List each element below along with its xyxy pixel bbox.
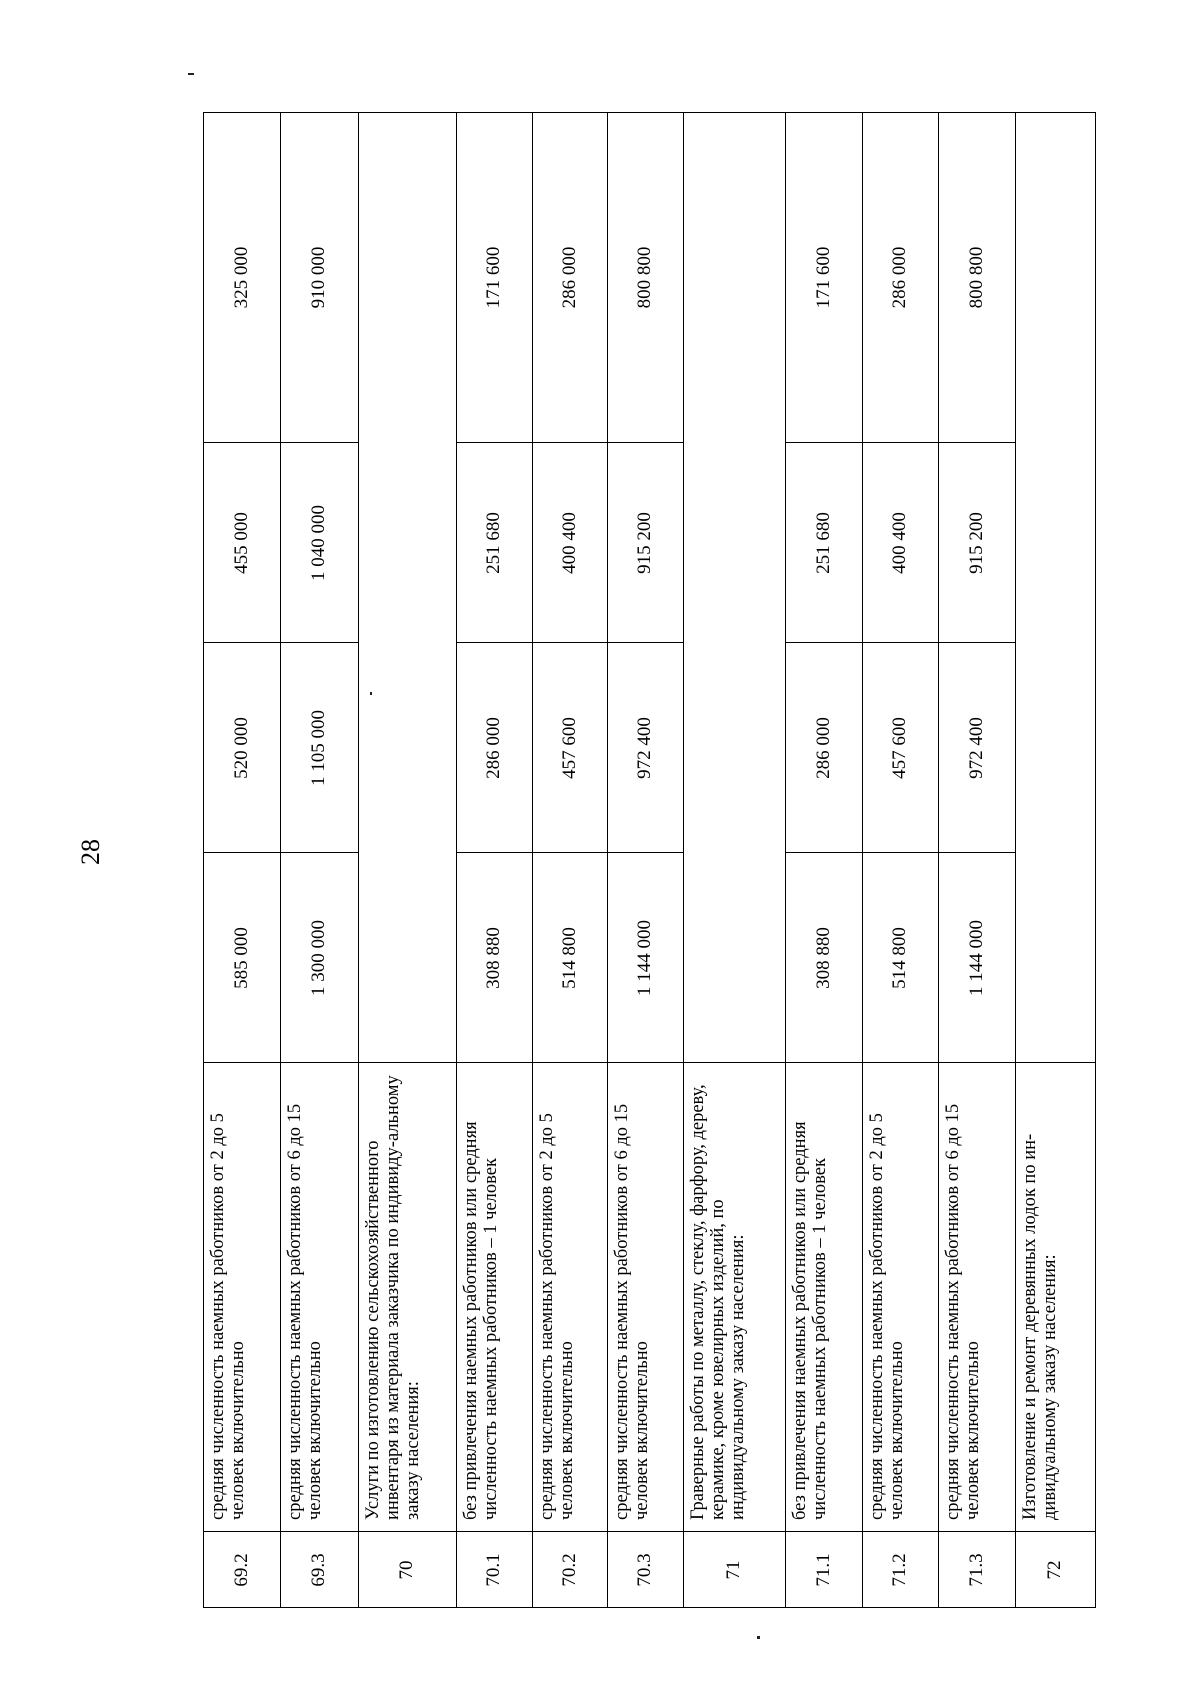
rate-value-4: 325 000 — [230, 246, 252, 309]
rate-value-1 — [683, 853, 785, 1063]
rate-value-2: 1 105 000 — [308, 710, 330, 786]
row-description: средняя численность наемных работников от 6 до 15 человек включительно — [285, 1103, 325, 1520]
column-divider — [456, 642, 532, 643]
column-divider — [862, 642, 938, 643]
table-row — [938, 112, 1016, 1608]
rate-value-2: 457 600 — [889, 717, 911, 779]
row-description: средняя численность наемных работников от 2 до 5 человек включительно — [208, 1113, 248, 1520]
rate-value-4: 800 800 — [634, 246, 656, 309]
column-divider — [532, 442, 607, 443]
row-description: без привлечения наемных работников или средняя численность наемных работников – 1 человек — [790, 1121, 830, 1520]
column-divider — [280, 852, 358, 853]
table-row — [358, 112, 457, 1608]
rate-value-2: 972 400 — [634, 717, 656, 779]
rate-value-1: 1 144 000 — [965, 920, 987, 996]
rate-value-4: 171 600 — [812, 246, 834, 309]
rate-value-1: 514 800 — [558, 927, 580, 989]
column-divider — [785, 852, 862, 853]
column-divider — [456, 852, 532, 853]
rate-value-3 — [683, 443, 785, 643]
table-row — [1015, 112, 1095, 1608]
rate-value-3: 915 200 — [965, 512, 987, 574]
rate-value-3 — [358, 443, 456, 643]
column-divider — [607, 442, 683, 443]
rate-value-3: 400 400 — [558, 512, 580, 574]
column-divider — [203, 642, 280, 643]
row-description: Изготовление и ремонт деревянных лодок по ин-дивидуальному заказу населения: — [1020, 1133, 1060, 1520]
column-divider — [607, 852, 683, 853]
row-code: 71.2 — [889, 1553, 911, 1587]
table-row — [532, 112, 608, 1608]
row-code: 71.3 — [965, 1553, 987, 1587]
rate-value-2: 972 400 — [965, 717, 987, 779]
row-code: 70.3 — [634, 1553, 656, 1587]
table-row — [785, 112, 863, 1608]
table-row — [683, 112, 786, 1608]
column-divider — [938, 442, 1015, 443]
rate-value-2 — [358, 643, 456, 853]
rate-value-4: 171 600 — [483, 246, 505, 309]
rate-value-3: 1 040 000 — [308, 505, 330, 581]
table-row — [456, 112, 533, 1608]
table-row — [203, 112, 281, 1608]
rate-value-4: 286 000 — [889, 246, 911, 309]
rate-value-4 — [1015, 112, 1095, 443]
row-description: без привлечения наемных работников или средняя численность наемных работников – 1 человек — [461, 1121, 501, 1520]
rate-value-1: 585 000 — [230, 927, 252, 989]
row-code: 69.3 — [308, 1553, 330, 1587]
rate-value-1: 1 300 000 — [308, 920, 330, 996]
row-code: 70 — [396, 1560, 418, 1580]
rate-value-1: 308 880 — [483, 927, 505, 989]
column-divider — [785, 442, 862, 443]
row-description: Услуги по изготовлению сельскохозяйственного инвентаря из материала заказчика по индивиду-альному заказу населения: — [363, 1075, 423, 1520]
rate-value-2: 286 000 — [812, 717, 834, 779]
rate-value-2: 286 000 — [483, 717, 505, 779]
rate-value-4 — [358, 112, 456, 443]
column-divider — [938, 642, 1015, 643]
rate-value-1 — [358, 853, 456, 1063]
row-description: средняя численность наемных работников от 2 до 5 человек включительно — [537, 1113, 577, 1520]
rate-value-2: 520 000 — [230, 717, 252, 779]
rate-value-4: 800 800 — [965, 246, 987, 309]
row-code: 72 — [1044, 1560, 1066, 1580]
rate-value-2 — [683, 643, 785, 853]
page-number: 28 — [76, 839, 105, 865]
scan-speck — [188, 73, 194, 75]
rate-value-3: 251 680 — [812, 512, 834, 574]
rate-value-3: 400 400 — [889, 512, 911, 574]
column-divider — [280, 642, 358, 643]
row-description: средняя численность наемных работников от 6 до 15 человек включительно — [943, 1103, 983, 1520]
rate-value-1: 1 144 000 — [634, 920, 656, 996]
rate-value-4: 910 000 — [308, 246, 330, 309]
column-divider — [280, 442, 358, 443]
row-code: 69.2 — [230, 1553, 252, 1587]
column-divider — [532, 852, 607, 853]
rate-value-3: 455 000 — [230, 512, 252, 574]
row-code: 71 — [723, 1560, 745, 1580]
rate-value-1 — [1015, 853, 1095, 1063]
column-divider — [607, 642, 683, 643]
rate-value-3: 915 200 — [634, 512, 656, 574]
row-description: средняя численность наемных работников от 6 до 15 человек включительно — [612, 1103, 652, 1520]
rate-value-1: 514 800 — [889, 927, 911, 989]
table-row — [862, 112, 939, 1608]
column-divider — [785, 642, 862, 643]
rates-table — [203, 112, 1096, 1608]
row-description: Граверные работы по металлу, стеклу, фарфору, дереву, керамике, кроме ювелирных изделий, по индивидуальному заказу населения: — [688, 1084, 748, 1520]
column-divider — [203, 852, 280, 853]
row-code: 70.2 — [558, 1553, 580, 1587]
column-divider — [203, 442, 280, 443]
column-divider — [938, 852, 1015, 853]
rate-value-2 — [1015, 643, 1095, 853]
column-divider — [862, 442, 938, 443]
rate-value-2: 457 600 — [558, 717, 580, 779]
rate-value-1: 308 880 — [812, 927, 834, 989]
row-description: средняя численность наемных работников от 2 до 5 человек включительно — [867, 1113, 907, 1520]
row-code: 70.1 — [483, 1553, 505, 1587]
row-code: 71.1 — [812, 1553, 834, 1587]
rate-value-4 — [683, 112, 785, 443]
column-divider — [456, 442, 532, 443]
column-divider — [532, 642, 607, 643]
rate-value-3 — [1015, 443, 1095, 643]
rate-value-4: 286 000 — [558, 246, 580, 309]
scan-speck — [757, 1636, 760, 1639]
table-row — [280, 112, 359, 1608]
column-divider — [862, 852, 938, 853]
table-row — [607, 112, 684, 1608]
rate-value-3: 251 680 — [483, 512, 505, 574]
